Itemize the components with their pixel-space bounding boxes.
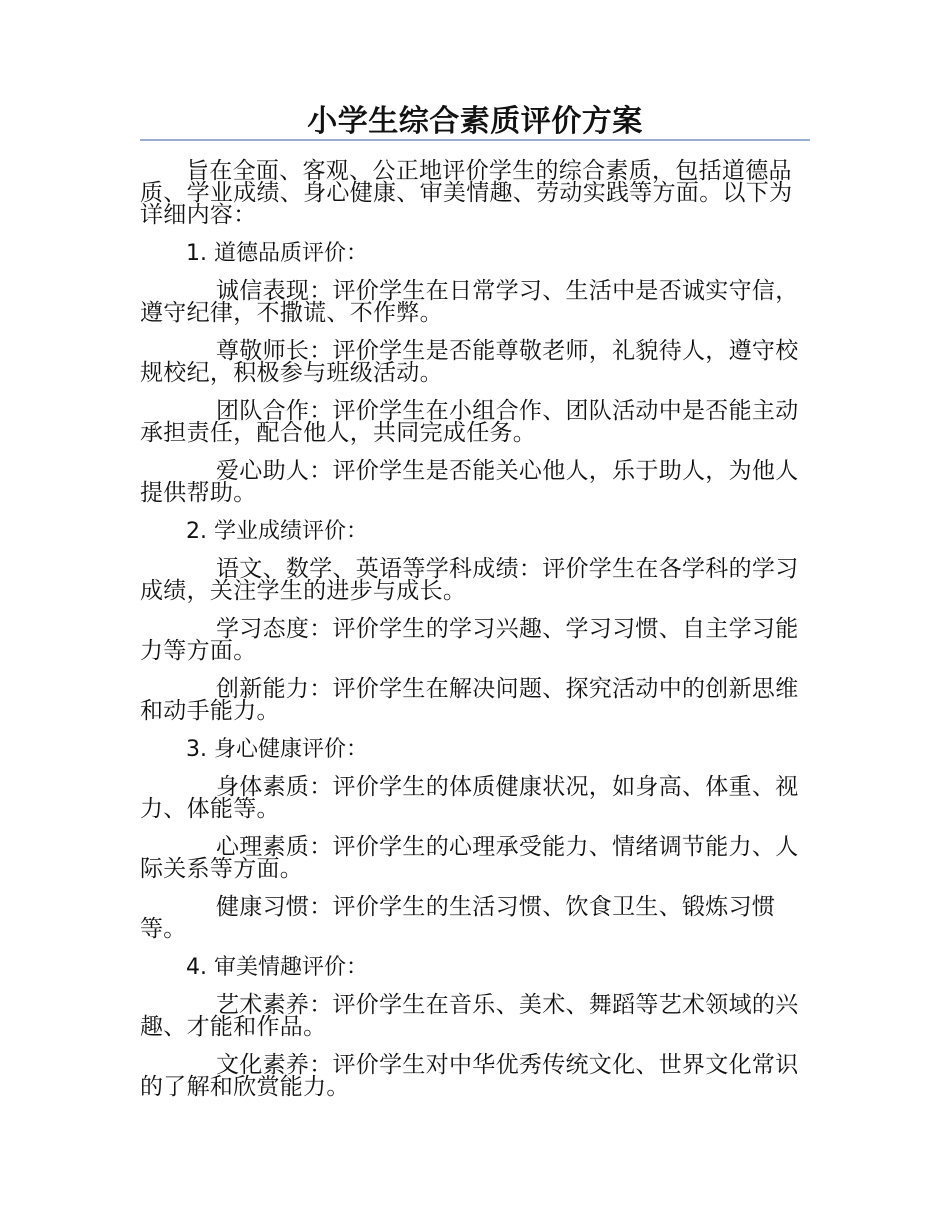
section-item: 诚信表现：评价学生在日常学习、生活中是否诚实守信，遵守纪律，不撒谎、不作弊。 (140, 278, 799, 326)
section-item: 创新能力：评价学生在解决问题、探究活动中的创新思维和动手能力。 (140, 676, 799, 724)
section-item: 爱心助人：评价学生是否能关心他人，乐于助人，为他人提供帮助。 (140, 458, 799, 506)
title-underline (140, 139, 810, 141)
section-heading: 4. 审美情趣评价： (186, 955, 368, 980)
section-item: 尊敬师长：评价学生是否能尊敬老师，礼貌待人，遵守校规校纪，积极参与班级活动。 (140, 338, 799, 386)
page-title: 小学生综合素质评价方案 (307, 104, 643, 139)
section-item: 心理素质：评价学生的心理承受能力、情绪调节能力、人际关系等方面。 (140, 834, 799, 882)
section-item: 艺术素养：评价学生在音乐、美术、舞蹈等艺术领域的兴趣、才能和作品。 (140, 992, 799, 1040)
section-heading: 3. 身心健康评价： (186, 737, 368, 762)
section-item: 健康习惯：评价学生的生活习惯、饮食卫生、锻炼习惯等。 (140, 894, 776, 942)
section-item: 学习态度：评价学生的学习兴趣、学习习惯、自主学习能力等方面。 (140, 616, 799, 664)
section-item: 文化素养：评价学生对中华优秀传统文化、世界文化常识的了解和欣赏能力。 (140, 1052, 799, 1100)
section-item: 团队合作：评价学生在小组合作、团队活动中是否能主动承担责任，配合他人，共同完成任务。 (140, 398, 799, 446)
intro-paragraph: 旨在全面、客观、公正地评价学生的综合素质，包括道德品质、学业成绩、身心健康、审美情趣、劳动实践等方面。以下为详细内容： (140, 158, 793, 228)
section-item: 语文、数学、英语等学科成绩：评价学生在各学科的学习成绩，关注学生的进步与成长。 (140, 556, 799, 604)
section-item: 身体素质：评价学生的体质健康状况，如身高、体重、视力、体能等。 (140, 774, 799, 822)
section-heading: 2. 学业成绩评价： (186, 519, 368, 544)
document-body (140, 150, 810, 1098)
section-heading: 1. 道德品质评价： (186, 241, 368, 266)
